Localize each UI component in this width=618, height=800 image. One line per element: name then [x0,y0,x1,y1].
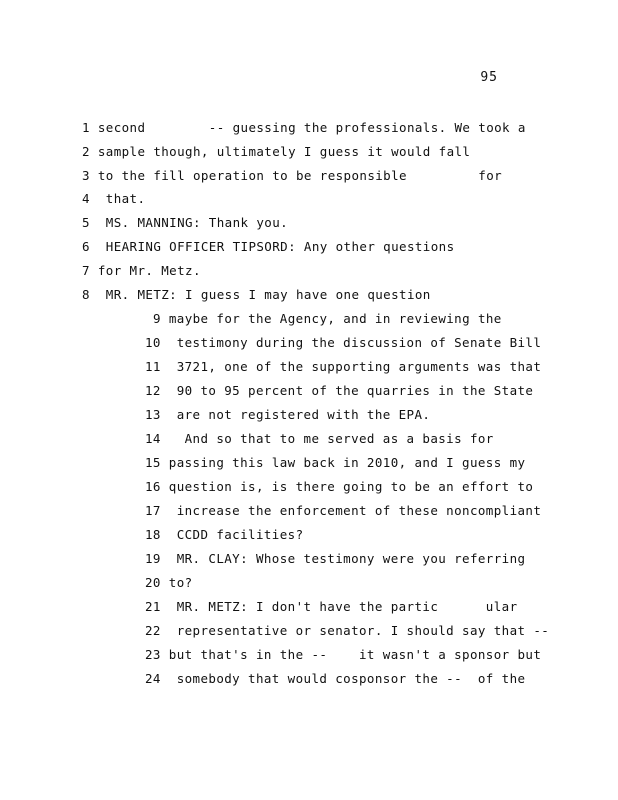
transcript-line-11: 11 3721, one of the supporting arguments was that [145,359,542,374]
transcript-line-22: 22 representative or senator. I should say that -- [145,623,550,638]
page-number: 95 [480,70,498,85]
transcript-line-6: 6 HEARING OFFICER TIPSORD: Any other questions [82,239,455,254]
transcript-line-3: 3 to the fill operation to be responsible for [82,168,503,183]
transcript-line-20: 20 to? [145,575,193,590]
transcript-line-7: 7 for Mr. Metz. [82,263,201,278]
transcript-line-8: 8 MR. METZ: I guess I may have one question [82,287,431,302]
transcript-line-18: 18 CCDD facilities? [145,527,304,542]
transcript-line-16: 16 question is, is there going to be an effort to [145,479,534,494]
transcript-line-23: 23 but that's in the -- it wasn't a sponsor but [145,647,542,662]
transcript-line-12: 12 90 to 95 percent of the quarries in the State [145,383,534,398]
transcript-line-10: 10 testimony during the discussion of Senate Bill [145,335,542,350]
transcript-line-2: 2 sample though, ultimately I guess it would fall [82,144,471,159]
transcript-line-9: 9 maybe for the Agency, and in reviewing the [153,311,502,326]
transcript-line-21: 21 MR. METZ: I don't have the partic ular [145,599,518,614]
transcript-line-24: 24 somebody that would cosponsor the -- of the [145,671,526,686]
transcript-line-5: 5 MS. MANNING: Thank you. [82,215,289,230]
transcript-line-19: 19 MR. CLAY: Whose testimony were you referring [145,551,526,566]
transcript-line-4: 4 that. [82,191,146,206]
transcript-line-14: 14 And so that to me served as a basis for [145,431,494,446]
transcript-line-17: 17 increase the enforcement of these noncompliant [145,503,542,518]
transcript-line-13: 13 are not registered with the EPA. [145,407,431,422]
transcript-line-1: 1 second -- guessing the professionals. We took a [82,120,526,135]
transcript-line-15: 15 passing this law back in 2010, and I guess my [145,455,526,470]
